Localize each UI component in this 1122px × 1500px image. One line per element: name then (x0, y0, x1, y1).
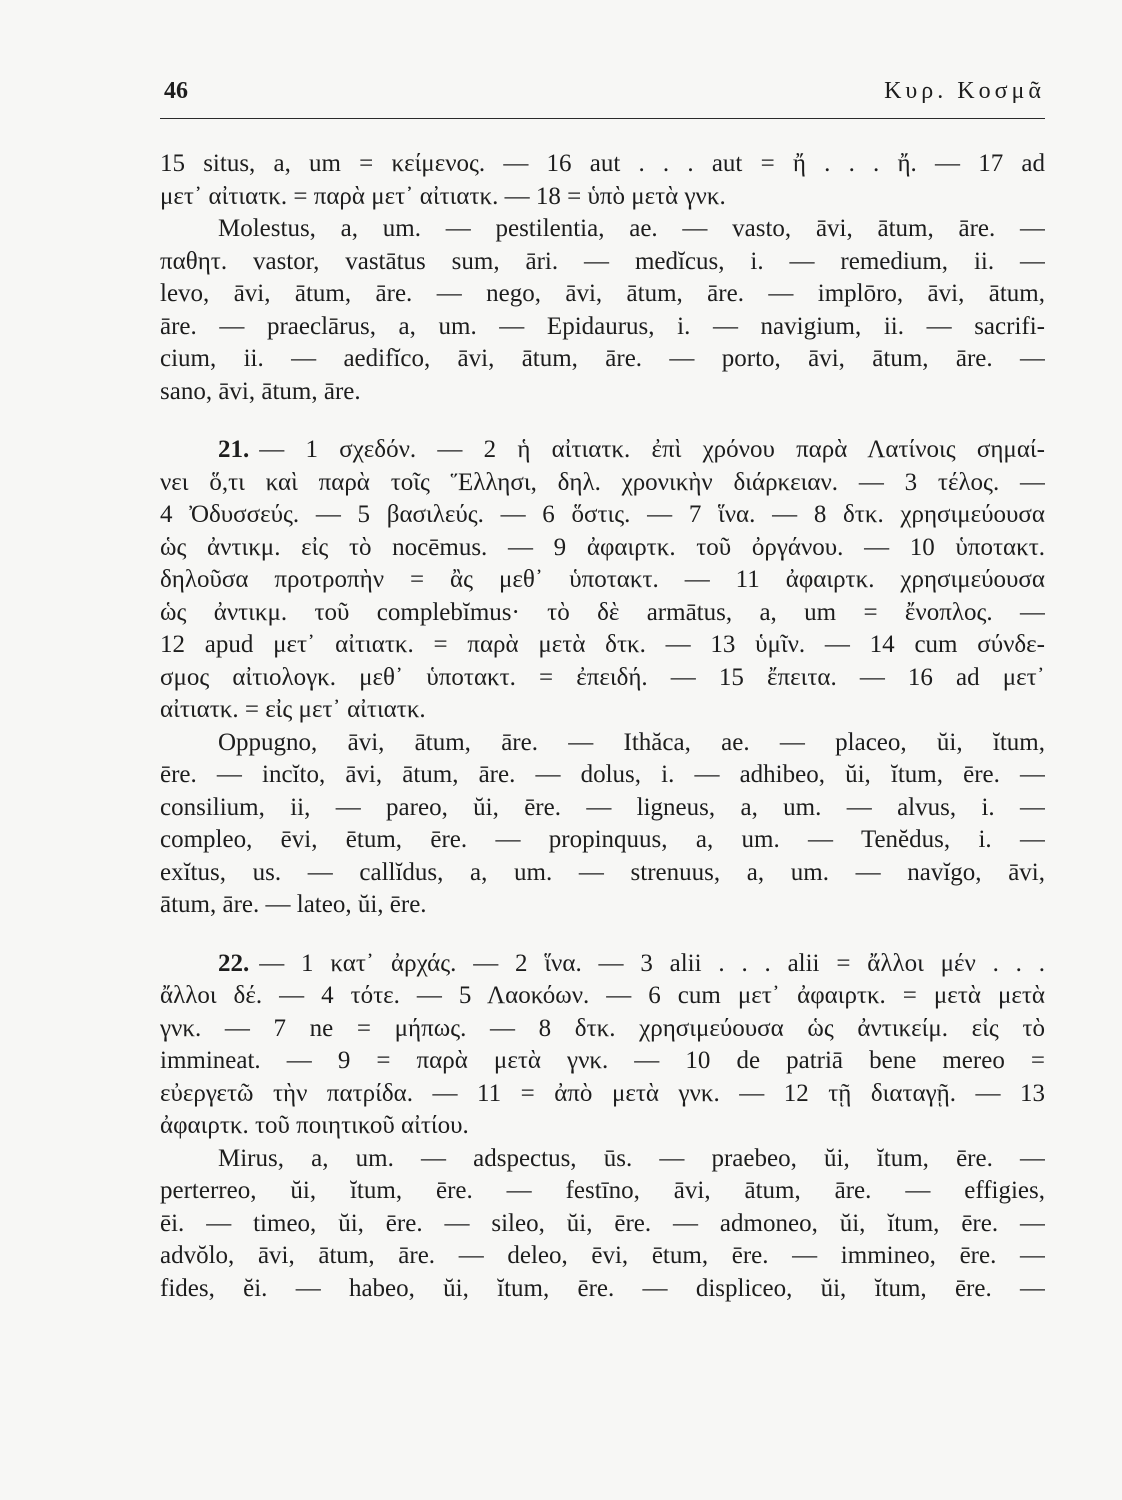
note-line: ὡς ἀντικμ. τοῦ complebĭmus· τὸ δὲ armātus, a, um = ἔνοπλος. — (160, 598, 1045, 626)
note-line: 4 Ὀδυσσεύς. — 5 βασιλεύς. — 6 ὅστις. — 7 ἵνα. — 8 δτκ. χρησιμεύουσα (160, 501, 1045, 528)
note-line: ἄλλοι δέ. — 4 τότε. — 5 Λαοκόων. — 6 cum μετ᾽ ἀφαιρτκ. = μετὰ μετὰ (160, 982, 1045, 1009)
vocab-line: Molestus, a, um. — pestilentia, ae. — vasto, āvi, ātum, āre. — (218, 215, 1045, 242)
vocab-line: Oppugno, āvi, ātum, āre. — Ithăca, ae. — placeo, ŭi, ĭtum, (218, 728, 1045, 756)
vocab-line: ātum, āre. — lateo, ŭi, ēre. (160, 891, 427, 918)
vocab-line: fides, ĕi. — habeo, ŭi, ĭtum, ēre. — displiceo, ŭi, ĭtum, ēre. — (160, 1274, 1045, 1302)
vocab-line: perterreo, ŭi, ĭtum, ēre. — festīno, āvi, ātum, āre. — effigies, (160, 1177, 1045, 1204)
note-line: αἰτιατκ. = εἰς μετ᾽ αἰτιατκ. (160, 696, 426, 723)
section-first-line (160, 434, 1045, 467)
note-line: νει ὅ,τι καὶ παρὰ τοῖς Ἕλλησι, δηλ. χρονικὴν διάρκειαν. — 3 τέλος. — (160, 468, 1045, 496)
section-20 (160, 148, 1045, 408)
vocab-line: levo, āvi, ātum, āre. — nego, āvi, ātum, āre. — implōro, āvi, ātum, (160, 280, 1045, 307)
vocab-line: consilium, ii, — pareo, ŭi, ēre. — ligneus, a, um. — alvus, i. — (160, 793, 1045, 821)
vocab-line: advŏlo, āvi, ātum, āre. — deleo, ēvi, ētum, ēre. — immineo, ēre. — (160, 1242, 1045, 1269)
vocab-line: ēi. — timeo, ŭi, ēre. — sileo, ŭi, ēre. — admoneo, ŭi, ĭtum, ēre. — (160, 1209, 1045, 1237)
page-header (160, 78, 1045, 119)
vocab-line: āre. — praeclārus, a, um. — Epidaurus, i. — navigium, ii. — sacrifi- (160, 312, 1045, 340)
note-line: μετ᾽ αἰτιατκ. = παρὰ μετ᾽ αἰτιατκ. — 18 = ὑπὸ μετὰ γνκ. (160, 182, 726, 210)
note-line: γνκ. — 7 ne = μήπως. — 8 δτκ. χρησιμεύουσα ὡς ἀντικείμ. εἰς τὸ (160, 1014, 1045, 1042)
note-text: — 1 σχεδόν. — 2 ἡ αἰτιατκ. ἐπὶ χρόνου παρὰ Λατίνοις σημαί- (259, 436, 1045, 463)
section-number: 21. (218, 436, 250, 463)
section-21 (160, 434, 1045, 922)
note-text: — 1 κατ᾽ ἀρχάς. — 2 ἵνα. — 3 alii . . . alii = ἄλλοι μέν . . . (259, 949, 1045, 977)
running-head: Κυρ. Κοσμᾶ (884, 78, 1045, 104)
note-line: εὐεργετῶ τὴν πατρίδα. — 11 = ἀπὸ μετὰ γνκ. — 12 τῇ διαταγῇ. — 13 (160, 1079, 1045, 1107)
vocab-line: compleo, ēvi, ētum, ēre. — propinquus, a, um. — Tenĕdus, i. — (160, 826, 1045, 853)
section-22 (160, 948, 1045, 1306)
vocab-line: ēre. — incĭto, āvi, ātum, āre. — dolus, i. — adhibeo, ŭi, ĭtum, ēre. — (160, 761, 1045, 788)
vocab-line: παθητ. vastor, vastātus sum, āri. — medĭcus, i. — remedium, ii. — (160, 247, 1045, 275)
note-line: immineat. — 9 = παρὰ μετὰ γνκ. — 10 de patriā bene mereo = (160, 1047, 1045, 1074)
note-line: 12 apud μετ᾽ αἰτιατκ. = παρὰ μετὰ δτκ. — 13 ὑμῖν. — 14 cum σύνδε- (160, 631, 1045, 658)
note-line: δηλοῦσα προτροπὴν = ἂς μεθ᾽ ὑποτακτ. — 11 ἀφαιρτκ. χρησιμεύουσα (160, 566, 1045, 593)
section-number: 22. (218, 949, 250, 977)
page-number: 46 (164, 78, 188, 104)
document-page (160, 78, 1045, 1305)
note-line: ὡς ἀντικμ. εἰς τὸ nocēmus. — 9 ἀφαιρτκ. τοῦ ὀργάνου. — 10 ὑποτακτ. (160, 533, 1045, 561)
vocab-line: Mirus, a, um. — adspectus, ūs. — praebeo, ŭi, ĭtum, ēre. — (218, 1144, 1045, 1172)
section-first-line (160, 948, 1045, 981)
vocab-line: exĭtus, us. — callĭdus, a, um. — strenuus, a, um. — navĭgo, āvi, (160, 858, 1045, 886)
note-line: σμος αἰτιολογκ. μεθ᾽ ὑποτακτ. = ἐπειδή. — 15 ἔπειτα. — 16 ad μετ᾽ (160, 663, 1045, 691)
note-line: ἀφαιρτκ. τοῦ ποιητικοῦ αἰτίου. (160, 1112, 469, 1139)
vocab-line: cium, ii. — aedifĭco, āvi, ātum, āre. — porto, āvi, ātum, āre. — (160, 345, 1045, 372)
vocab-line: sano, āvi, ātum, āre. (160, 377, 361, 405)
note-line: 15 situs, a, um = κείμενος. — 16 aut . . . aut = ἤ . . . ἤ. — 17 ad (160, 150, 1045, 177)
